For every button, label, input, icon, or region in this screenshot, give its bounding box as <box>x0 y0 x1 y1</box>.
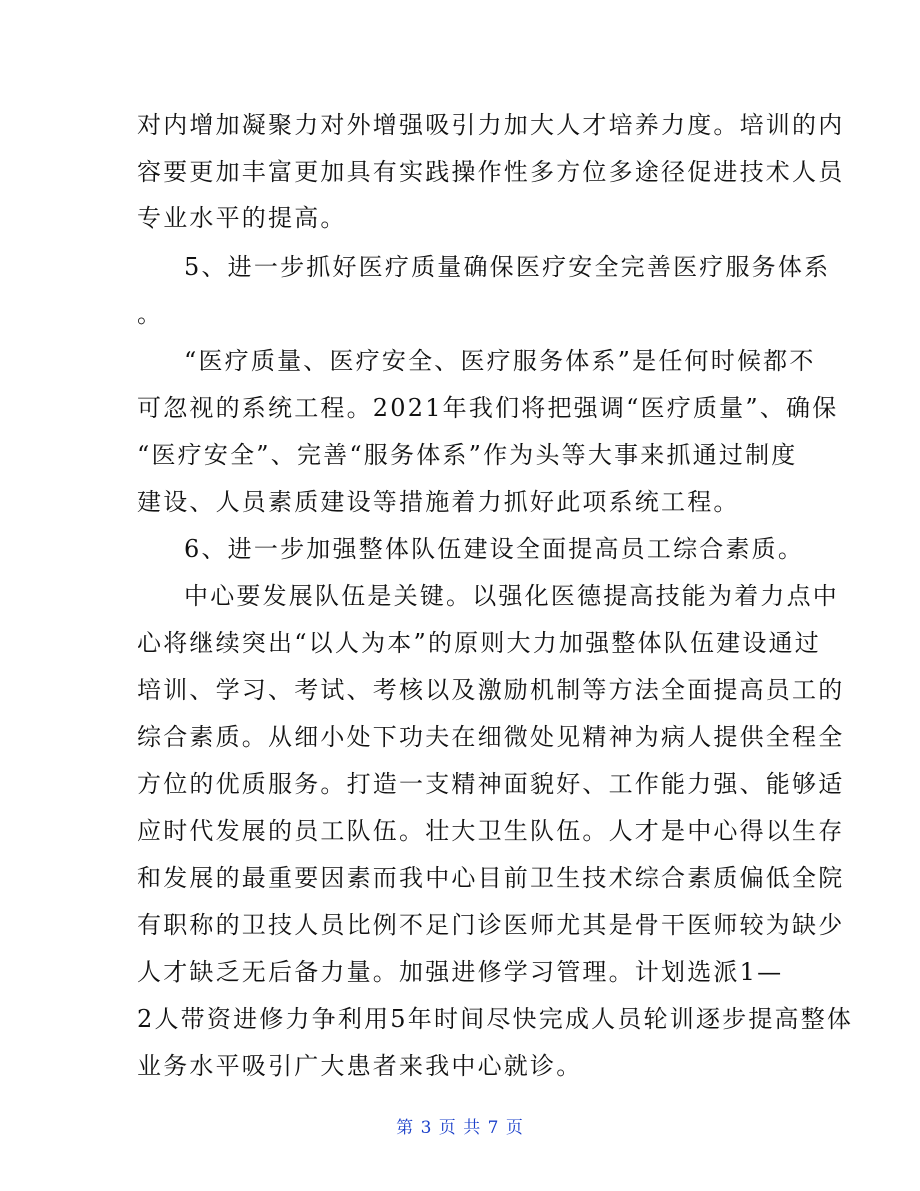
paragraph-line: 专业水平的提高。 <box>137 204 347 232</box>
paragraph-line: 业务水平吸引广大患者来我中心就诊。 <box>137 1052 583 1080</box>
paragraph-line: 培训、学习、考试、考核以及激励机制等方法全面提高员工的 <box>137 676 845 704</box>
paragraph-line: 可忽视的系统工程。2021年我们将把强调“医疗质量”、确保 <box>137 394 839 422</box>
paragraph-line: 应时代发展的员工队伍。壮大卫生队伍。人才是中心得以生存 <box>137 817 845 845</box>
paragraph-line: 中心要发展队伍是关键。以强化医德提高技能为着力点中 <box>184 582 839 610</box>
paragraph-line: “医疗质量、医疗安全、医疗服务体系”是任何时候都不 <box>184 347 816 375</box>
paragraph-line: 。 <box>137 300 164 328</box>
section-heading-6: 6、进一步加强整体队伍建设全面提高员工综合素质。 <box>184 535 805 563</box>
paragraph-line: 对内增加凝聚力对外增强吸引力加大人才培养力度。培训的内 <box>137 111 845 139</box>
paragraph-line: 有职称的卫技人员比例不足门诊医师尤其是骨干医师较为缺少 <box>137 911 845 939</box>
paragraph-line: “医疗安全”、完善“服务体系”作为头等大事来抓通过制度 <box>137 441 798 469</box>
paragraph-line: 人才缺乏无后备力量。加强进修学习管理。计划选派1— <box>137 958 784 986</box>
paragraph-line: 方位的优质服务。打造一支精神面貌好、工作能力强、能够适 <box>137 770 845 798</box>
paragraph-line: 容要更加丰富更加具有实践操作性多方位多途径促进技术人员 <box>137 158 845 186</box>
section-heading-5: 5、进一步抓好医疗质量确保医疗安全完善医疗服务体系 <box>184 253 831 281</box>
paragraph-line: 综合素质。从细小处下功夫在细微处见精神为病人提供全程全 <box>137 723 845 751</box>
paragraph-line: 心将继续突出“以人为本”的原则大力加强整体队伍建设通过 <box>137 629 821 657</box>
paragraph-line: 建设、人员素质建设等措施着力抓好此项系统工程。 <box>137 488 740 516</box>
page-number-footer: 第 3 页 共 7 页 <box>396 1118 524 1138</box>
paragraph-line: 2人带资进修力争利用5年时间尽快完成人员轮训逐步提高整体 <box>137 1005 854 1033</box>
paragraph-line: 和发展的最重要因素而我中心目前卫生技术综合素质偏低全院 <box>137 864 845 892</box>
